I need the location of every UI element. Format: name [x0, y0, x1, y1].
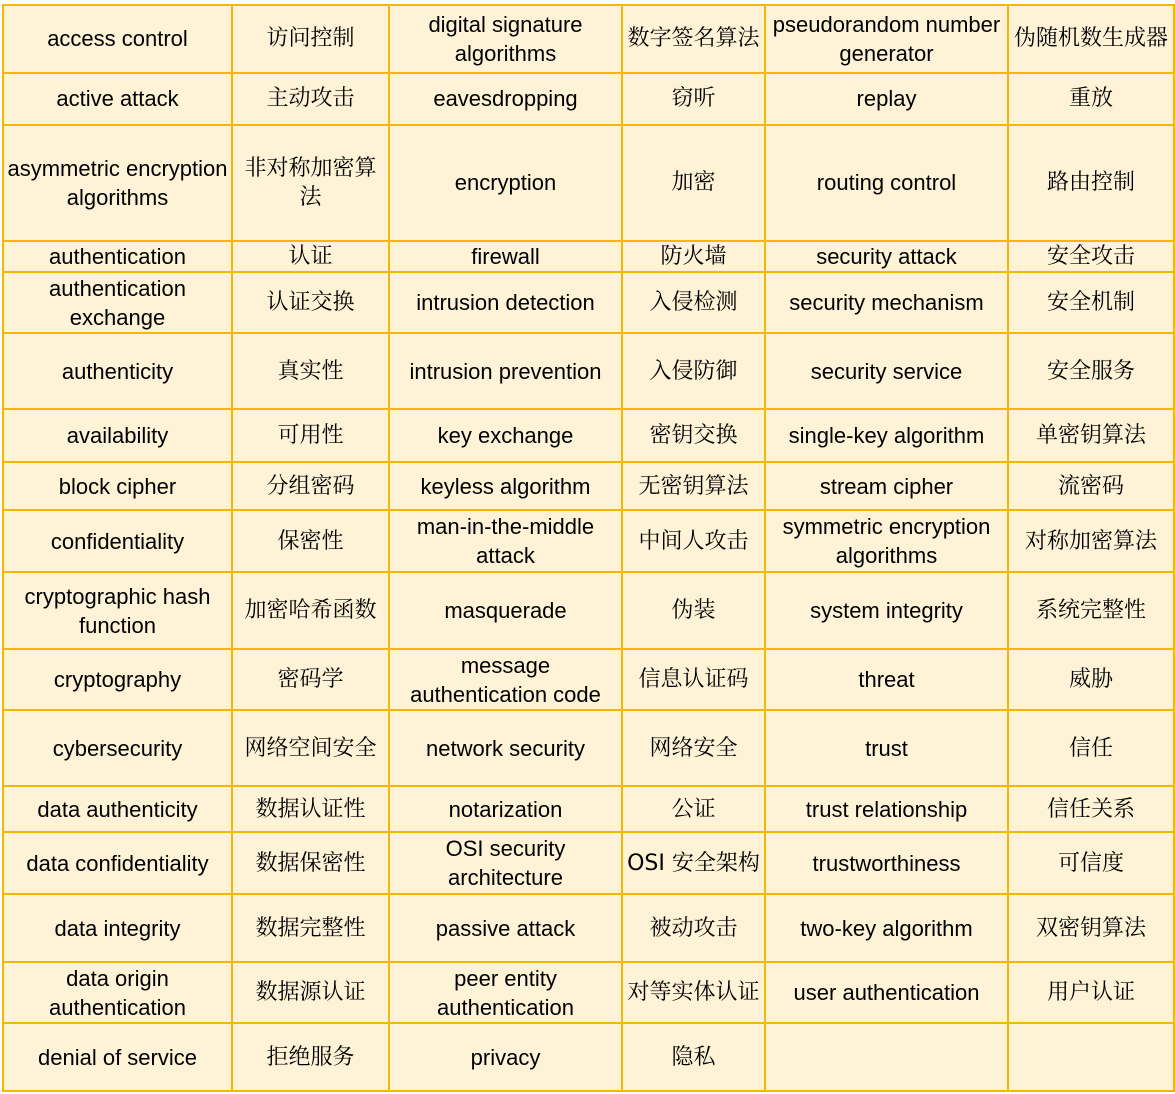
chinese-term-cell: 无密钥算法 [622, 462, 765, 510]
english-term-cell: active attack [3, 73, 232, 125]
chinese-term-cell: 分组密码 [232, 462, 389, 510]
chinese-term-cell [1008, 1023, 1174, 1091]
chinese-term-cell: 信息认证码 [622, 649, 765, 710]
english-term-cell: keyless algorithm [389, 462, 622, 510]
english-term-cell: authentication [3, 241, 232, 272]
table-row [3, 125, 1174, 241]
table-row [3, 462, 1174, 510]
table-row [3, 409, 1174, 462]
chinese-term-cell: 主动攻击 [232, 73, 389, 125]
chinese-term-cell: 可信度 [1008, 832, 1174, 894]
english-term-cell: routing control [765, 125, 1008, 241]
english-term-cell: security service [765, 333, 1008, 409]
chinese-term-cell: 对等实体认证 [622, 962, 765, 1023]
english-term-cell: access control [3, 5, 232, 73]
glossary-body [3, 5, 1174, 1091]
english-term-cell: cybersecurity [3, 710, 232, 786]
english-term-cell: network security [389, 710, 622, 786]
chinese-term-cell: 安全服务 [1008, 333, 1174, 409]
english-term-cell: denial of service [3, 1023, 232, 1091]
chinese-term-cell: 路由控制 [1008, 125, 1174, 241]
english-term-cell: asymmetric encryption algorithms [3, 125, 232, 241]
chinese-term-cell: 重放 [1008, 73, 1174, 125]
english-term-cell: notarization [389, 786, 622, 832]
english-term-cell: authenticity [3, 333, 232, 409]
table-row [3, 73, 1174, 125]
english-term-cell: key exchange [389, 409, 622, 462]
english-term-cell: stream cipher [765, 462, 1008, 510]
chinese-term-cell: 数据认证性 [232, 786, 389, 832]
english-term-cell: availability [3, 409, 232, 462]
english-term-cell: threat [765, 649, 1008, 710]
english-term-cell: intrusion prevention [389, 333, 622, 409]
chinese-term-cell: 双密钥算法 [1008, 894, 1174, 962]
chinese-term-cell: 拒绝服务 [232, 1023, 389, 1091]
chinese-term-cell: 流密码 [1008, 462, 1174, 510]
english-term-cell: trustworthiness [765, 832, 1008, 894]
chinese-term-cell: OSI 安全架构 [622, 832, 765, 894]
chinese-term-cell: 防火墙 [622, 241, 765, 272]
english-term-cell: encryption [389, 125, 622, 241]
chinese-term-cell: 系统完整性 [1008, 572, 1174, 649]
chinese-term-cell: 保密性 [232, 510, 389, 572]
english-term-cell: user authentication [765, 962, 1008, 1023]
chinese-term-cell: 公证 [622, 786, 765, 832]
english-term-cell [765, 1023, 1008, 1091]
english-term-cell: two-key algorithm [765, 894, 1008, 962]
english-term-cell: block cipher [3, 462, 232, 510]
chinese-term-cell: 单密钥算法 [1008, 409, 1174, 462]
english-term-cell: symmetric encryption algorithms [765, 510, 1008, 572]
chinese-term-cell: 网络安全 [622, 710, 765, 786]
chinese-term-cell: 数据完整性 [232, 894, 389, 962]
chinese-term-cell: 被动攻击 [622, 894, 765, 962]
table-row [3, 1023, 1174, 1091]
english-term-cell: intrusion detection [389, 272, 622, 333]
chinese-term-cell: 伪随机数生成器 [1008, 5, 1174, 73]
english-term-cell: system integrity [765, 572, 1008, 649]
table-row [3, 649, 1174, 710]
english-term-cell: single-key algorithm [765, 409, 1008, 462]
chinese-term-cell: 信任关系 [1008, 786, 1174, 832]
chinese-term-cell: 隐私 [622, 1023, 765, 1091]
table-row [3, 241, 1174, 272]
table-row [3, 5, 1174, 73]
chinese-term-cell: 数据源认证 [232, 962, 389, 1023]
chinese-term-cell: 伪装 [622, 572, 765, 649]
chinese-term-cell: 对称加密算法 [1008, 510, 1174, 572]
chinese-term-cell: 访问控制 [232, 5, 389, 73]
english-term-cell: firewall [389, 241, 622, 272]
chinese-term-cell: 加密哈希函数 [232, 572, 389, 649]
table-row [3, 786, 1174, 832]
chinese-term-cell: 入侵检测 [622, 272, 765, 333]
chinese-term-cell: 安全机制 [1008, 272, 1174, 333]
table-row [3, 510, 1174, 572]
chinese-term-cell: 数据保密性 [232, 832, 389, 894]
english-term-cell: message authentication code [389, 649, 622, 710]
table-row [3, 572, 1174, 649]
glossary-table [2, 4, 1175, 1092]
english-term-cell: trust relationship [765, 786, 1008, 832]
english-term-cell: privacy [389, 1023, 622, 1091]
table-row [3, 894, 1174, 962]
english-term-cell: passive attack [389, 894, 622, 962]
english-term-cell: security attack [765, 241, 1008, 272]
chinese-term-cell: 可用性 [232, 409, 389, 462]
chinese-term-cell: 密钥交换 [622, 409, 765, 462]
table-row [3, 710, 1174, 786]
chinese-term-cell: 网络空间安全 [232, 710, 389, 786]
table-row [3, 272, 1174, 333]
english-term-cell: peer entity authentication [389, 962, 622, 1023]
english-term-cell: OSI security architecture [389, 832, 622, 894]
english-term-cell: masquerade [389, 572, 622, 649]
table-row [3, 962, 1174, 1023]
chinese-term-cell: 安全攻击 [1008, 241, 1174, 272]
english-term-cell: data authenticity [3, 786, 232, 832]
english-term-cell: replay [765, 73, 1008, 125]
english-term-cell: eavesdropping [389, 73, 622, 125]
chinese-term-cell: 认证 [232, 241, 389, 272]
english-term-cell: digital signature algorithms [389, 5, 622, 73]
chinese-term-cell: 密码学 [232, 649, 389, 710]
english-term-cell: data integrity [3, 894, 232, 962]
english-term-cell: security mechanism [765, 272, 1008, 333]
english-term-cell: cryptographic hash function [3, 572, 232, 649]
english-term-cell: cryptography [3, 649, 232, 710]
chinese-term-cell: 非对称加密算法 [232, 125, 389, 241]
chinese-term-cell: 信任 [1008, 710, 1174, 786]
english-term-cell: data origin authentication [3, 962, 232, 1023]
chinese-term-cell: 数字签名算法 [622, 5, 765, 73]
chinese-term-cell: 窃听 [622, 73, 765, 125]
chinese-term-cell: 认证交换 [232, 272, 389, 333]
table-row [3, 832, 1174, 894]
english-term-cell: trust [765, 710, 1008, 786]
chinese-term-cell: 真实性 [232, 333, 389, 409]
english-term-cell: man-in-the-middle attack [389, 510, 622, 572]
chinese-term-cell: 中间人攻击 [622, 510, 765, 572]
chinese-term-cell: 威胁 [1008, 649, 1174, 710]
chinese-term-cell: 加密 [622, 125, 765, 241]
chinese-term-cell: 入侵防御 [622, 333, 765, 409]
table-row [3, 333, 1174, 409]
english-term-cell: authentication exchange [3, 272, 232, 333]
chinese-term-cell: 用户认证 [1008, 962, 1174, 1023]
english-term-cell: confidentiality [3, 510, 232, 572]
english-term-cell: pseudorandom number generator [765, 5, 1008, 73]
english-term-cell: data confidentiality [3, 832, 232, 894]
